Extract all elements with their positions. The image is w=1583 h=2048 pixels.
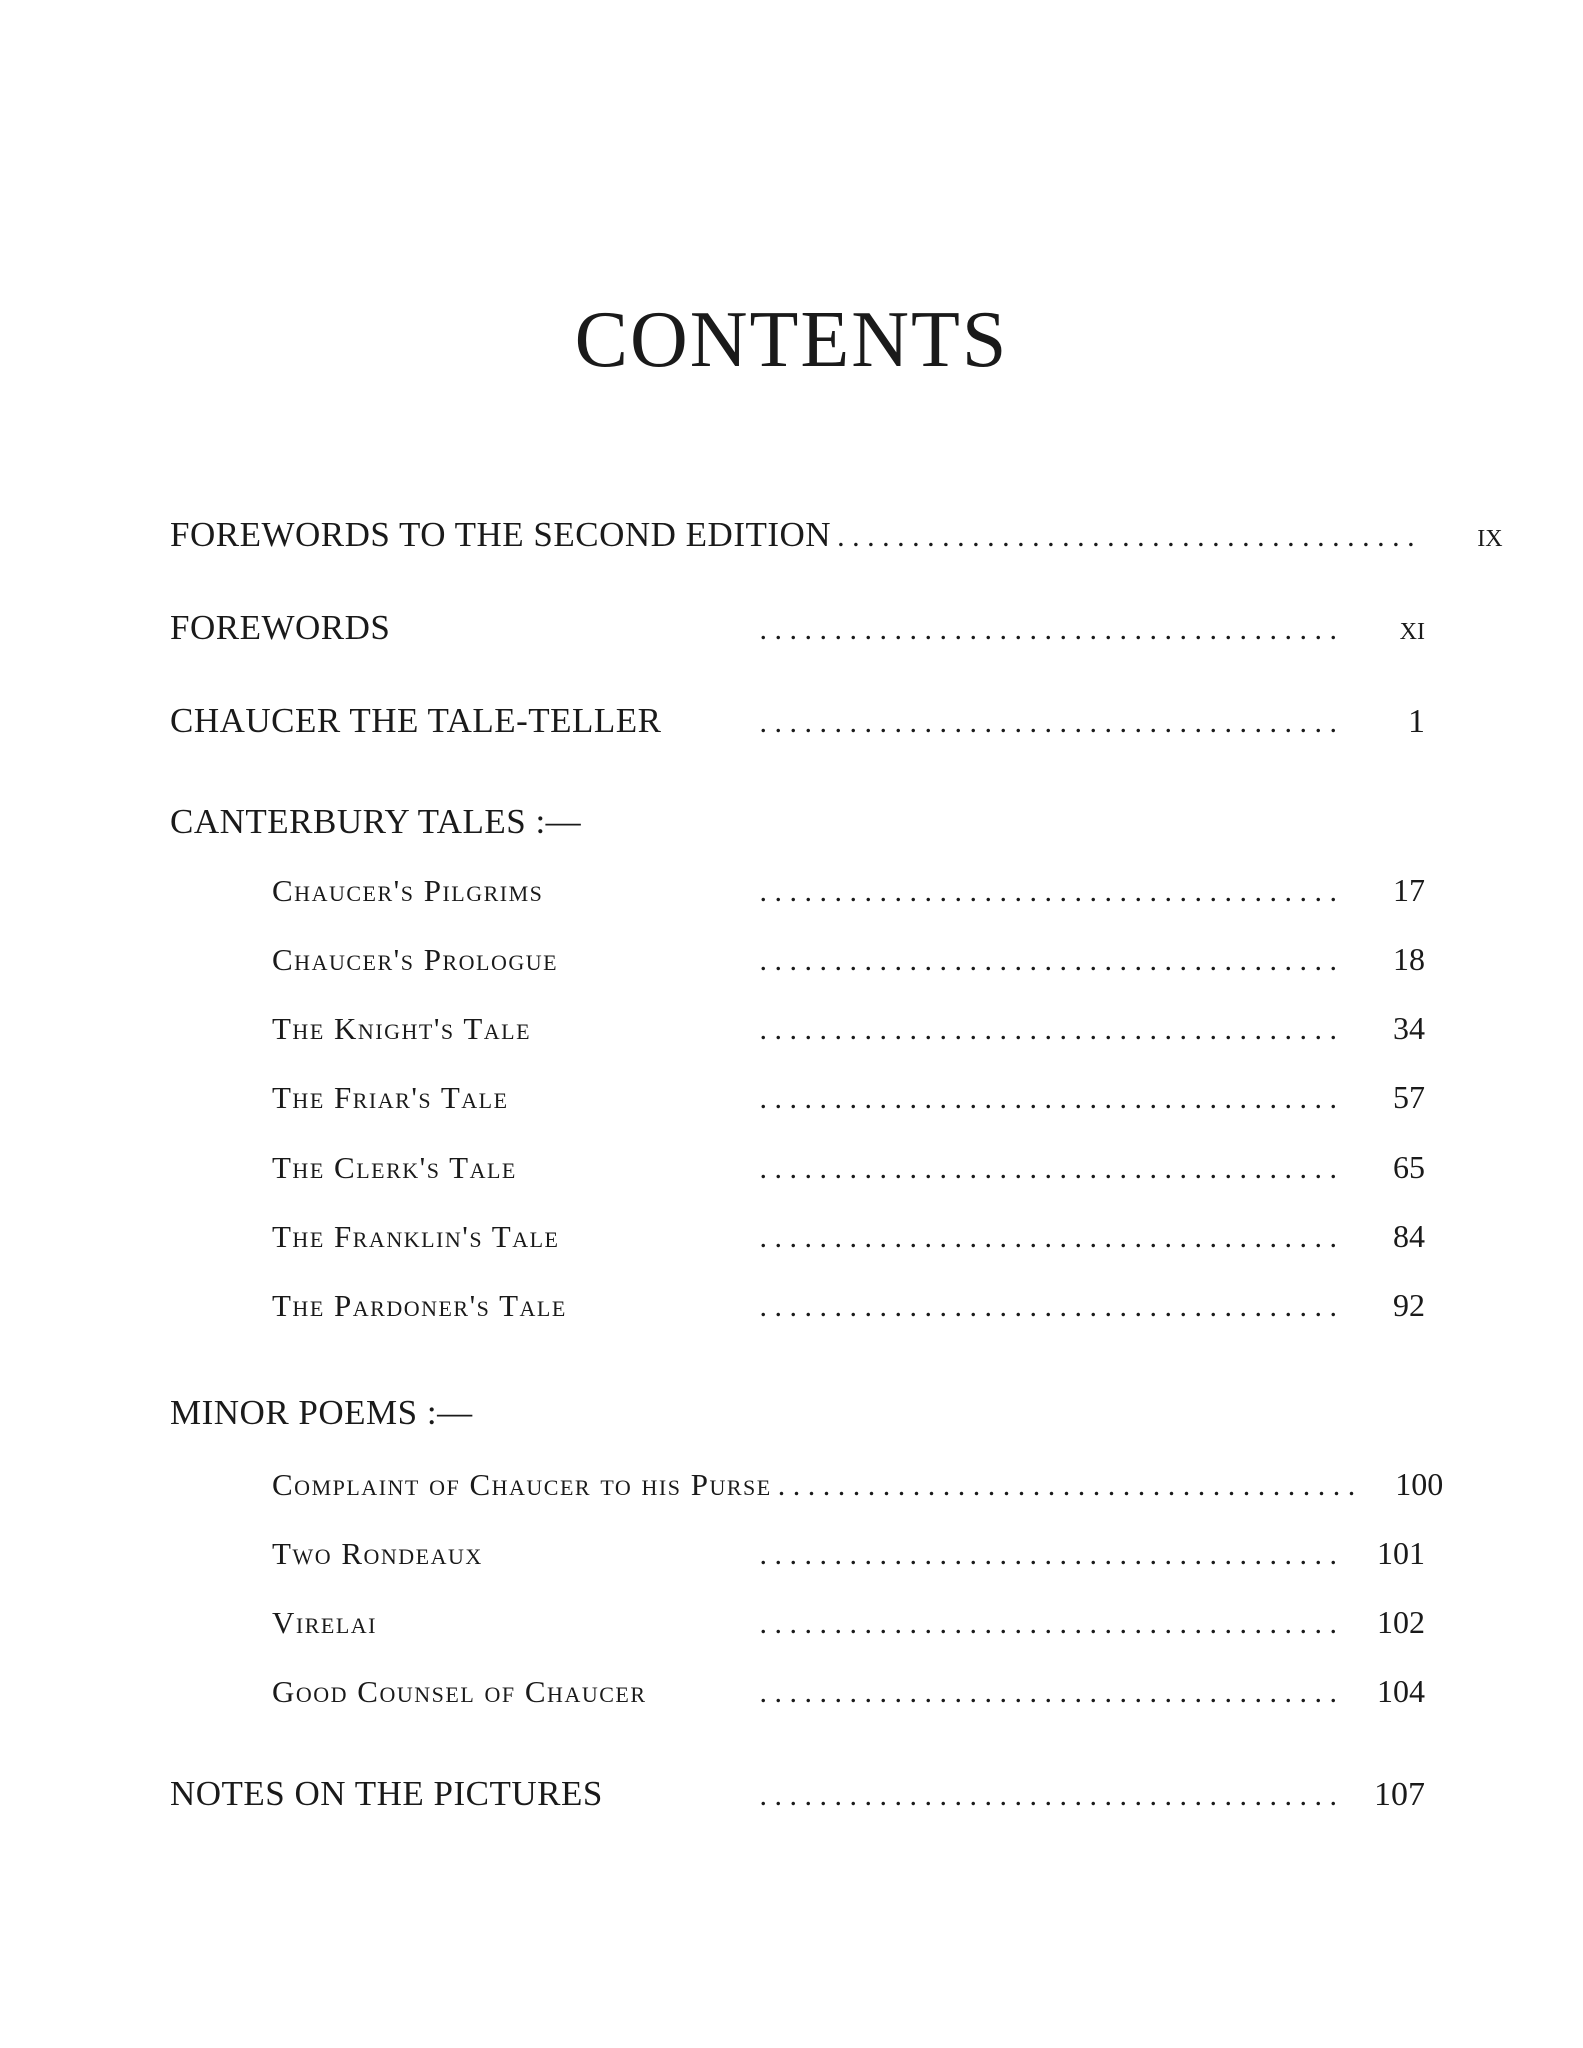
toc-subentry-clerks-tale — [272, 1149, 1425, 1199]
leader-dots: . . . . . . . . . . . . . . . . . . . . . . . . . . . . . . . . . . . . . . . — [759, 706, 1337, 739]
leader-dots: . . . . . . . . . . . . . . . . . . . . . . . . . . . . . . . . . . . . . . . — [759, 1538, 1337, 1571]
toc-subentry-virelai — [272, 1604, 1425, 1654]
toc-subentry-franklins-tale — [272, 1218, 1425, 1268]
toc-section-heading-canterbury — [170, 802, 1425, 852]
toc-entry-label: The Pardoner's Tale — [272, 1288, 567, 1323]
toc-entry-label: FOREWORDS TO THE SECOND EDITION — [170, 515, 832, 554]
toc-page-number: 92 — [1393, 1287, 1425, 1323]
toc-subentry-knights-tale — [272, 1010, 1425, 1060]
toc-entry-label: Chaucer's Pilgrims — [272, 873, 544, 908]
leader-dots: . . . . . . . . . . . . . . . . . . . . . . . . . . . . . . . . . . . . . . . — [759, 1676, 1337, 1709]
toc-entry-label: Two Rondeaux — [272, 1536, 483, 1571]
toc-page-number: 100 — [1395, 1466, 1444, 1502]
leader-dots: . . . . . . . . . . . . . . . . . . . . . . . . . . . . . . . . . . . . . . . — [759, 613, 1337, 646]
toc-entry-forewords — [170, 608, 1425, 658]
toc-entry-chaucer-the-tale-teller — [170, 701, 1425, 751]
toc-page-number: 17 — [1393, 872, 1425, 908]
toc-page-number: 34 — [1393, 1010, 1425, 1046]
toc-entry-label: Chaucer's Prologue — [272, 942, 559, 977]
toc-entry-label: Virelai — [272, 1605, 377, 1640]
toc-subentry-chaucers-pilgrims — [272, 872, 1425, 922]
toc-entry-label: The Knight's Tale — [272, 1011, 532, 1046]
leader-dots: . . . . . . . . . . . . . . . . . . . . . . . . . . . . . . . . . . . . . . . — [759, 1290, 1337, 1323]
toc-subentry-chaucers-prologue — [272, 941, 1425, 991]
leader-dots: . . . . . . . . . . . . . . . . . . . . . . . . . . . . . . . . . . . . . . . — [759, 1607, 1337, 1640]
toc-subentry-good-counsel — [272, 1673, 1425, 1723]
toc-entry-label: The Friar's Tale — [272, 1080, 509, 1115]
toc-page-number: 57 — [1393, 1079, 1425, 1115]
toc-entry-forewords-second-edition — [170, 515, 1503, 565]
toc-page-number: xi — [1399, 610, 1425, 647]
toc-entry-label: CHAUCER THE TALE-TELLER — [170, 701, 662, 740]
toc-entry-label: FOREWORDS — [170, 608, 391, 647]
leader-dots: . . . . . . . . . . . . . . . . . . . . . . . . . . . . . . . . . . . . . . . — [759, 875, 1337, 908]
toc-page-number: 1 — [1408, 703, 1425, 740]
leader-dots: . . . . . . . . . . . . . . . . . . . . . . . . . . . . . . . . . . . . . . . — [759, 1779, 1337, 1812]
toc-page-number: ix — [1477, 517, 1503, 554]
toc-page-number: 84 — [1393, 1218, 1425, 1254]
leader-dots: . . . . . . . . . . . . . . . . . . . . . . . . . . . . . . . . . . . . . . . — [759, 944, 1337, 977]
leader-dots: . . . . . . . . . . . . . . . . . . . . . . . . . . . . . . . . . . . . . . . — [759, 1152, 1337, 1185]
toc-entry-label: Complaint of Chaucer to his Purse — [272, 1467, 772, 1502]
toc-entry-notes-on-pictures — [170, 1774, 1425, 1824]
toc-page-number: 107 — [1374, 1776, 1425, 1813]
toc-section-heading-minor-poems — [170, 1393, 1425, 1443]
toc-subentry-pardoners-tale — [272, 1287, 1425, 1337]
toc-page-number: 18 — [1393, 941, 1425, 977]
toc-page-number: 65 — [1393, 1149, 1425, 1185]
toc-subentry-friars-tale — [272, 1079, 1425, 1129]
leader-dots: . . . . . . . . . . . . . . . . . . . . . . . . . . . . . . . . . . . . . . . — [777, 1469, 1356, 1502]
toc-page-number: 102 — [1377, 1604, 1425, 1640]
leader-dots: . . . . . . . . . . . . . . . . . . . . . . . . . . . . . . . . . . . . . . . — [759, 1221, 1337, 1254]
toc-page-number: 104 — [1377, 1673, 1425, 1709]
toc-subentry-two-rondeaux — [272, 1535, 1425, 1585]
section-heading: MINOR POEMS :— — [170, 1393, 473, 1432]
toc-subentry-complaint-to-purse — [272, 1466, 1444, 1516]
leader-dots: . . . . . . . . . . . . . . . . . . . . . . . . . . . . . . . . . . . . . . . — [837, 520, 1415, 553]
toc-entry-label: The Clerk's Tale — [272, 1150, 517, 1185]
page-title: CONTENTS — [574, 296, 1009, 384]
toc-entry-label: The Franklin's Tale — [272, 1219, 560, 1254]
leader-dots: . . . . . . . . . . . . . . . . . . . . . . . . . . . . . . . . . . . . . . . — [759, 1013, 1337, 1046]
leader-dots: . . . . . . . . . . . . . . . . . . . . . . . . . . . . . . . . . . . . . . . — [759, 1082, 1337, 1115]
section-heading: CANTERBURY TALES :— — [170, 802, 582, 841]
toc-entry-label: NOTES ON THE PICTURES — [170, 1774, 603, 1813]
toc-page-number: 101 — [1377, 1535, 1425, 1571]
toc-entry-label: Good Counsel of Chaucer — [272, 1674, 647, 1709]
